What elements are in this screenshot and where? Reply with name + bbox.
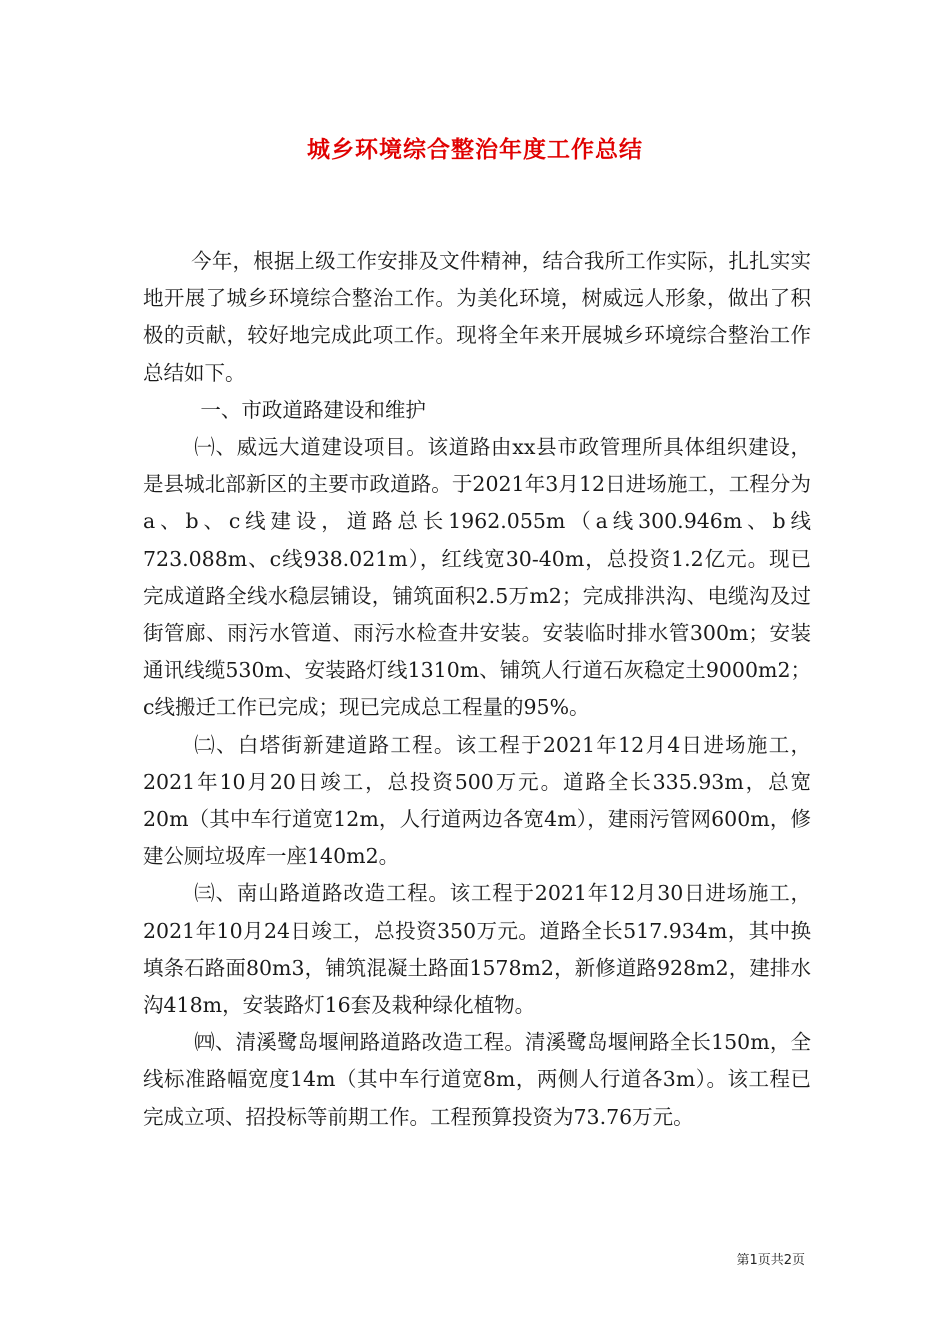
document-title: 城乡环境综合整治年度工作总结 [307,136,643,163]
body-paragraph: ㈡、白塔街新建道路工程。该工程于2021年12月4日进场施工，2021年10月20日竣工，总投资500万元。道路全长335.93m，总宽20m（其中车行道宽12m，人行道两边各宽4m），建雨污管网600m，修建公厕垃圾库一座140m2。 [143,732,811,869]
intro-paragraph: 今年，根据上级工作安排及文件精神，结合我所工作实际，扎扎实实地开展了城乡环境综合整治工作。为美化环境，树威远人形象，做出了积极的贡献，较好地完成此项工作。现将全年来开展城乡环境综合整治工作总结如下。 [143,249,811,385]
body-paragraph: ㈢、南山路道路改造工程。该工程于2021年12月30日进场施工，2021年10月24日竣工，总投资350万元。道路全长517.934m，其中换填条石路面80m3，铺筑混凝土路面1578m2，新修道路928m2，建排水沟418m，安装路灯16套及栽种绿化植物。 [143,881,811,1018]
page-number-footer: 第1页共2页 [736,1253,805,1268]
section-heading: 一、市政道路建设和维护 [200,397,426,422]
body-paragraph: ㈣、清溪鹭岛堰闸路道路改造工程。清溪鹭岛堰闸路全长150m，全线标准路幅宽度14m（其中车行道宽8m，两侧人行道各3m）。该工程已完成立项、招投标等前期工作。工程预算投资为73.76万元。 [143,1030,811,1129]
body-paragraph: ㈠、威远大道建设项目。该道路由xx县市政管理所具体组织建设，是县城北部新区的主要市政道路。于2021年3月12日进场施工，工程分为a、b、c线建设，道路总长1962.055m（a线300.946m、b线723.088m、c线938.021m），红线宽30-40m，总投资1.2亿元。现已完成道路全线水稳层铺设，铺筑面积2.5万m2；完成排洪沟、电缆沟及过街管廊、雨污水管道、雨污水检查井安装。安装临时排水管300m；安装通讯线缆530m、安装路灯线1310m、铺筑人行道石灰稳定土9000m2；c线搬迁工作已完成；现已完成总工程量的95%。 [143,435,811,720]
document-body [143,243,811,1136]
